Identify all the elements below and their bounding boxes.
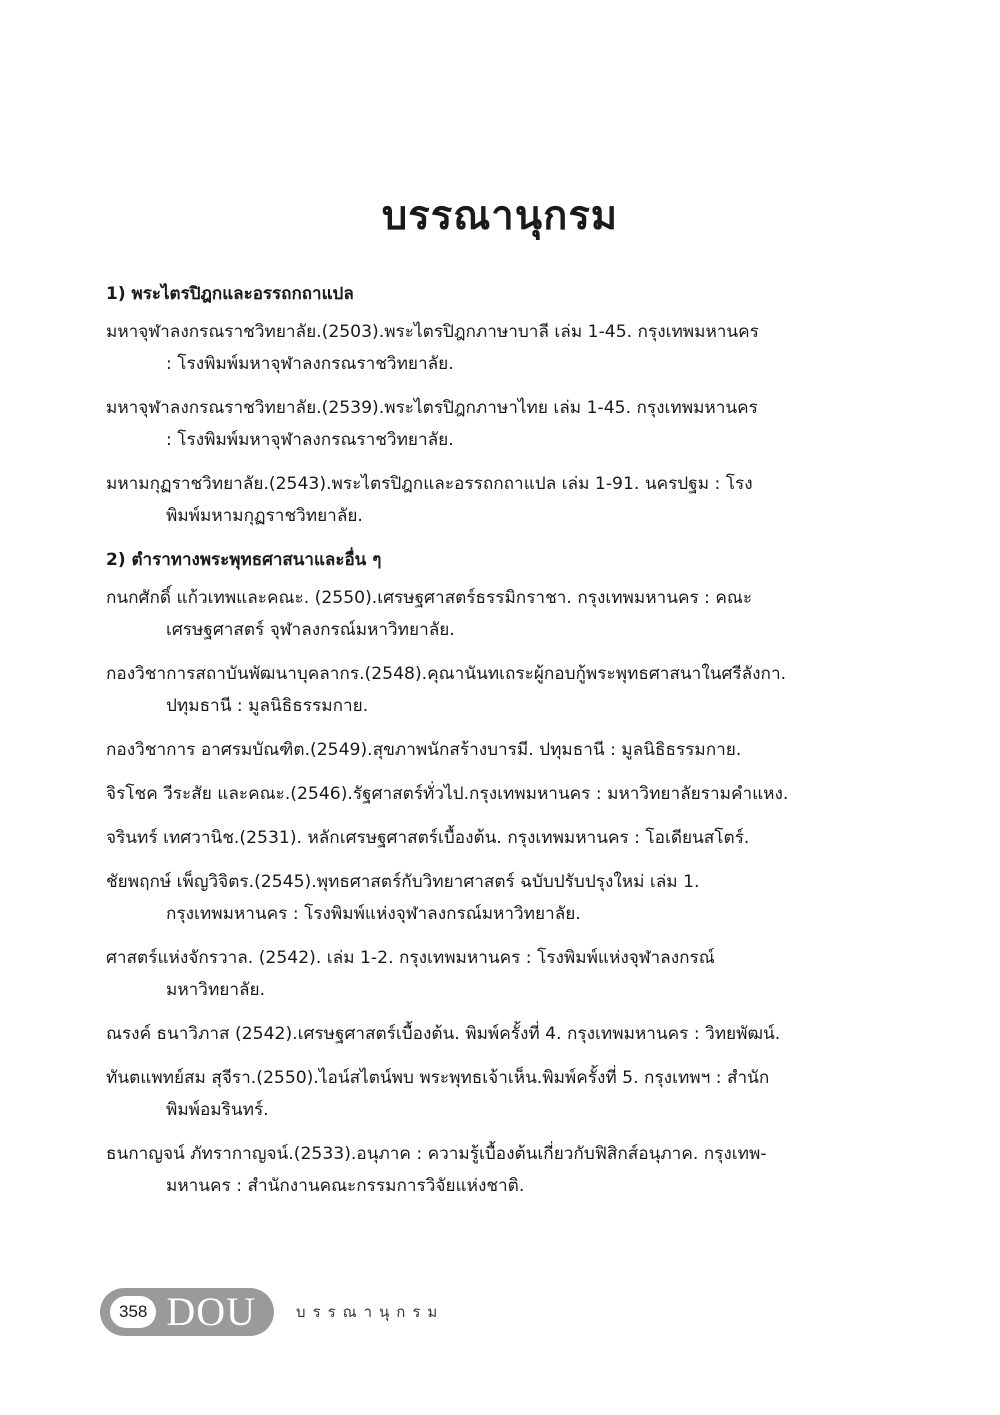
- entry-line-continued: ปทุมธานี : มูลนิธิธรรมกาย.: [166, 696, 369, 716]
- running-title: บรรณานุกรม: [296, 1303, 445, 1321]
- entry-line: จิรโชค วีระสัย และคณะ.(2546).รัฐศาสตร์ทั่วไป.กรุงเทพมหานคร : มหาวิทยาลัยรามคำแหง.: [106, 784, 789, 804]
- bibliography-entry: [106, 866, 896, 930]
- page-number: 358: [110, 1296, 156, 1328]
- entry-line: ณรงค์ ธนาวิภาส (2542).เศรษฐศาสตร์เบื้องต้น. พิมพ์ครั้งที่ 4. กรุงเทพมหานคร : วิทยพัฒน์.: [106, 1024, 781, 1044]
- entry-line: ทันตแพทย์สม สุจีรา.(2550).ไอน์สไตน์พบ พระพุทธเจ้าเห็น.พิมพ์ครั้งที่ 5. กรุงเทพฯ : สำนัก: [106, 1068, 770, 1088]
- entry-line-continued: มหาวิทยาลัย.: [166, 980, 266, 1000]
- section-buddhist-texts: [106, 544, 896, 1202]
- entry-line: กนกศักดิ์ แก้วเทพและคณะ. (2550).เศรษฐศาสตร์ธรรมิกราชา. กรุงเทพมหานคร : คณะ: [106, 588, 753, 608]
- bibliography-entry: [106, 658, 896, 722]
- entry-line: มหาจุฬาลงกรณราชวิทยาลัย.(2503).พระไตรปิฎกภาษาบาลี เล่ม 1-45. กรุงเทพมหานคร: [106, 322, 759, 342]
- entry-line: กองวิชาการ อาศรมบัณฑิต.(2549).สุขภาพนักสร้างบารมี. ปทุมธานี : มูลนิธิธรรมกาย.: [106, 740, 742, 760]
- entry-line: มหาจุฬาลงกรณราชวิทยาลัย.(2539).พระไตรปิฎกภาษาไทย เล่ม 1-45. กรุงเทพมหานคร: [106, 398, 758, 418]
- entry-line: มหามกุฏราชวิทยาลัย.(2543).พระไตรปิฎกและอรรถกถาแปล เล่ม 1-91. นครปฐม : โรง: [106, 474, 753, 494]
- bibliography-entry: [106, 316, 896, 380]
- section-heading: 1) พระไตรปิฎกและอรรถกถาแปล: [106, 284, 354, 304]
- entry-line-continued: : โรงพิมพ์มหาจุฬาลงกรณราชวิทยาลัย.: [166, 354, 454, 374]
- footer-badge: [100, 1288, 274, 1336]
- bibliography-entry: [106, 582, 896, 646]
- page-footer: [100, 1288, 444, 1336]
- bibliography-entry: [106, 778, 896, 810]
- bibliography-entry: [106, 942, 896, 1006]
- bibliography-entry: [106, 1062, 896, 1126]
- bibliography-entry: [106, 1018, 896, 1050]
- dou-logo: DOU: [166, 1289, 257, 1334]
- entry-line: กองวิชาการสถาบันพัฒนาบุคลากร.(2548).คุณานันทเถระผู้กอบกู้พระพุทธศาสนาในศรีลังกา.: [106, 664, 787, 684]
- page-title: บรรณานุกรม: [381, 193, 619, 239]
- bibliography-entry: [106, 1138, 896, 1202]
- entry-line-continued: เศรษฐศาสตร์ จุฬาลงกรณ์มหาวิทยาลัย.: [166, 620, 455, 640]
- bibliography-entry: [106, 734, 896, 766]
- entry-line: ธนกาญจน์ ภัทรากาญจน์.(2533).อนุภาค : ความรู้เบื้องต้นเกี่ยวกับฟิสิกส์อนุภาค. กรุงเทพ-: [106, 1144, 767, 1164]
- bibliography-content: [106, 278, 896, 1214]
- entry-line: ชัยพฤกษ์ เพ็ญวิจิตร.(2545).พุทธศาสตร์กับวิทยาศาสตร์ ฉบับปรับปรุงใหม่ เล่ม 1.: [106, 872, 700, 892]
- entry-line: ศาสตร์แห่งจักรวาล. (2542). เล่ม 1-2. กรุงเทพมหานคร : โรงพิมพ์แห่งจุฬาลงกรณ์: [106, 948, 715, 968]
- bibliography-entry: [106, 822, 896, 854]
- entry-line-continued: : โรงพิมพ์มหาจุฬาลงกรณราชวิทยาลัย.: [166, 430, 454, 450]
- entry-line-continued: พิมพ์อมรินทร์.: [166, 1100, 269, 1120]
- entry-line-continued: มหานคร : สำนักงานคณะกรรมการวิจัยแห่งชาติ.: [166, 1176, 525, 1196]
- section-heading: 2) ตำราทางพระพุทธศาสนาและอื่น ๆ: [106, 550, 382, 570]
- entry-line-continued: กรุงเทพมหานคร : โรงพิมพ์แห่งจุฬาลงกรณ์มหาวิทยาลัย.: [166, 904, 581, 924]
- entry-line: จรินทร์ เทศวานิช.(2531). หลักเศรษฐศาสตร์เบื้องต้น. กรุงเทพมหานคร : โอเดียนสโตร์.: [106, 828, 750, 848]
- entry-line-continued: พิมพ์มหามกุฏราชวิทยาลัย.: [166, 506, 363, 526]
- bibliography-entry: [106, 468, 896, 532]
- section-tripitaka: [106, 278, 896, 532]
- bibliography-entry: [106, 392, 896, 456]
